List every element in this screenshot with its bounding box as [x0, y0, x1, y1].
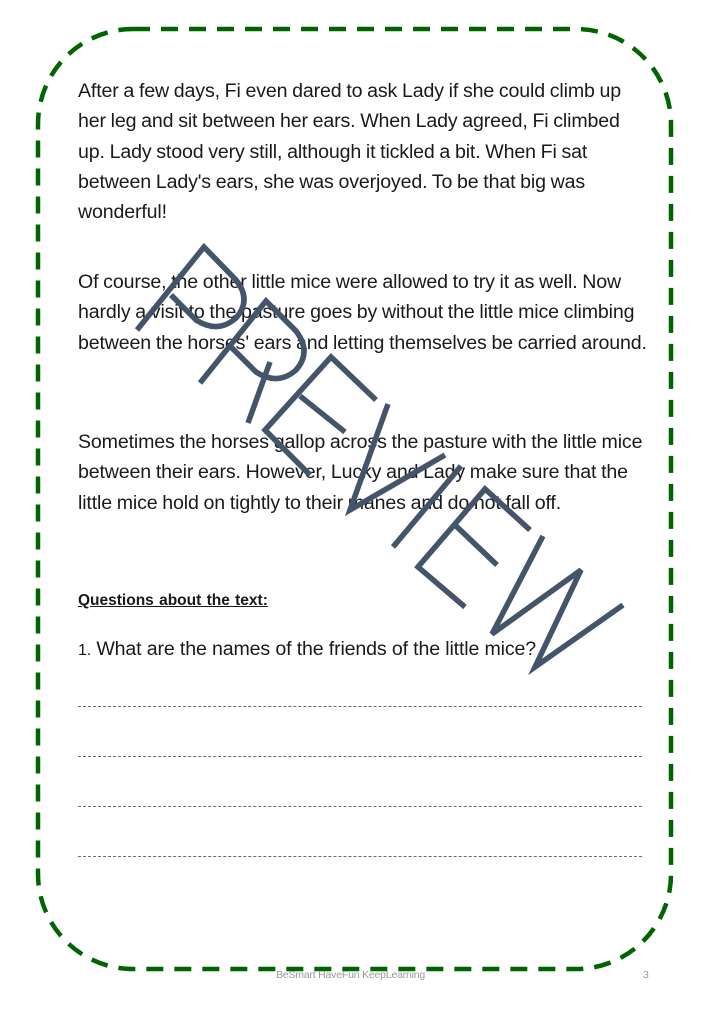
footer-tagline: BeSmart HaveFun KeepLearning: [276, 969, 426, 981]
question-1: [78, 638, 536, 661]
page-number: 3: [643, 969, 649, 981]
answer-line-1[interactable]: [78, 706, 642, 707]
answer-line-4[interactable]: [78, 856, 642, 857]
question-1-number: 1.: [78, 642, 92, 659]
paragraph-2: Of course, the other little mice were allowed to try it as well. Now hardly a visit to the pasture goes by without the little mice climbing between the horses' ears and letting themselves be carried around.: [78, 271, 647, 354]
questions-heading: Questions about the text:: [78, 592, 268, 609]
answer-line-2[interactable]: [78, 756, 642, 757]
question-1-text: What are the names of the friends of the little mice?: [96, 638, 537, 660]
answer-line-3[interactable]: [78, 806, 642, 807]
paragraph-1: After a few days, Fi even dared to ask Lady if she could climb up her leg and sit between her ears. When Lady agreed, Fi climbed up. Lady stood very still, although it tickled a bit. When Fi sat between Lady's ears, she was overjoyed. To be that big was wonderful!: [78, 80, 622, 224]
paragraph-3: Sometimes the horses gallop across the pasture with the little mice between their ears. However, Lucky and Lady make sure that the little mice hold on tightly to their manes and do not fall off.: [78, 431, 643, 514]
